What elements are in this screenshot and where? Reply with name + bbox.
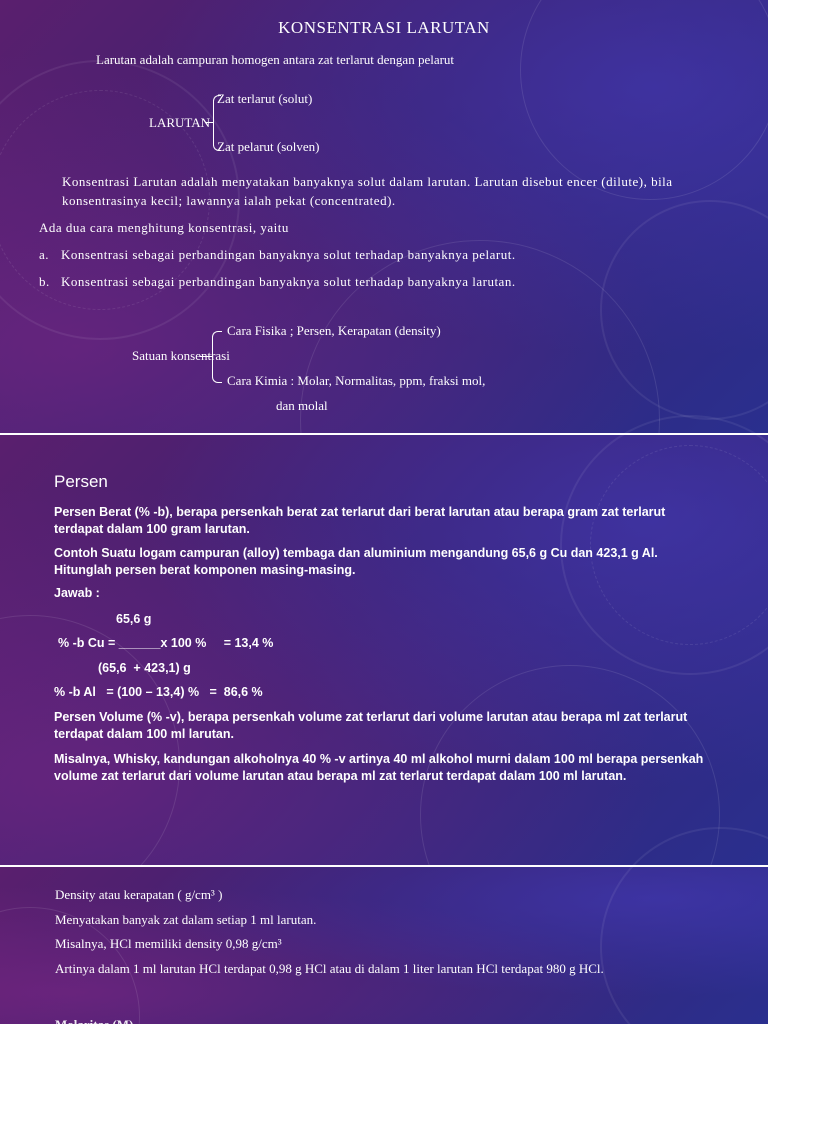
list-marker: b. xyxy=(39,274,50,289)
fraction-denominator: (65,6 + 423,1) g xyxy=(98,661,191,675)
list-item-a xyxy=(39,247,516,263)
cara-kimia-continued: dan molal xyxy=(276,398,328,413)
next-heading-clipped xyxy=(55,1017,175,1031)
persen-berat-text: Persen Berat (% -b), berapa persenkah berat zat terlarut dari berat larutan atau berapa gram zat terlarut terdapat dalam 100 gram larutan. xyxy=(54,505,666,536)
slide-title: KONSENTRASI LARUTAN xyxy=(278,18,490,37)
cara-fisika: Cara Fisika ; Persen, Kerapatan (density) xyxy=(227,323,441,338)
contoh-text: Contoh Suatu logam campuran (alloy) tembaga dan aluminium mengandung 65,6 g Cu dan 423,1 g Al. Hitunglah persen berat komponen masing-masing. xyxy=(54,546,658,577)
larutan-label: LARUTAN xyxy=(149,115,211,130)
persen-al-line: % -b Al = (100 – 13,4) % = 86,6 % xyxy=(54,685,263,699)
cara-kimia: Cara Kimia : Molar, Normalitas, ppm, fraksi mol, xyxy=(227,373,486,388)
slide-konsentrasi-larutan xyxy=(0,0,768,433)
slide-persen xyxy=(0,435,768,865)
list-marker: a. xyxy=(39,247,50,262)
konsentrasi-paragraph: Konsentrasi Larutan adalah menyatakan banyaknya solut dalam larutan. Larutan disebut encer (dilute), bila konsentrasinya kecil; lawannya ialah pekat (concentrated). xyxy=(62,174,673,208)
decorative-circle xyxy=(600,827,840,1067)
persen-heading: Persen xyxy=(54,472,108,491)
ada-dua-cara: Ada dua cara menghitung konsentrasi, yaitu xyxy=(39,220,289,235)
list-text: Konsentrasi sebagai perbandingan banyaknya solut terhadap banyaknya pelarut. xyxy=(61,247,516,262)
menyatakan-text: Menyatakan banyak zat dalam setiap 1 ml larutan. xyxy=(55,912,317,927)
misalnya-hcl-text: Misalnya, HCl memiliki density 0,98 g/cm³ xyxy=(55,936,282,951)
fraction-numerator: 65,6 g xyxy=(116,612,152,626)
satuan-konsentrasi-label: Satuan konsentrasi xyxy=(132,348,230,363)
solut-label: Zat terlarut (solut) xyxy=(217,91,313,106)
list-text: Konsentrasi sebagai perbandingan banyaknya solut terhadap banyaknya larutan. xyxy=(61,274,516,289)
next-heading: Molaritas (M) xyxy=(55,1017,134,1032)
jawab-label: Jawab : xyxy=(54,586,100,600)
persen-volume-text: Persen Volume (% -v), berapa persenkah volume zat terlarut dari volume larutan atau berapa ml zat terlarut terdapat dalam 100 ml larutan. xyxy=(54,710,688,741)
solven-label: Zat pelarut (solven) xyxy=(217,139,320,154)
artinya-text: Artinya dalam 1 ml larutan HCl terdapat 0,98 g HCl atau di dalam 1 liter larutan HCl terdapat 980 g HCl. xyxy=(55,961,604,976)
persen-cu-line: % -b Cu = ______x 100 % = 13,4 % xyxy=(58,636,274,650)
density-title: Density atau kerapatan ( g/cm³ ) xyxy=(55,887,223,902)
list-item-b xyxy=(39,274,516,290)
larutan-definition: Larutan adalah campuran homogen antara zat terlarut dengan pelarut xyxy=(96,52,455,67)
misalnya-whisky-text: Misalnya, Whisky, kandungan alkoholnya 40 % -v artinya 40 ml alkohol murni dalam 100 ml berapa persenkah volume zat terlarut dari volume larutan atau berapa ml zat terlarut terdapat dalam 100 ml larutan. xyxy=(54,752,704,783)
slide-density xyxy=(0,867,768,1032)
